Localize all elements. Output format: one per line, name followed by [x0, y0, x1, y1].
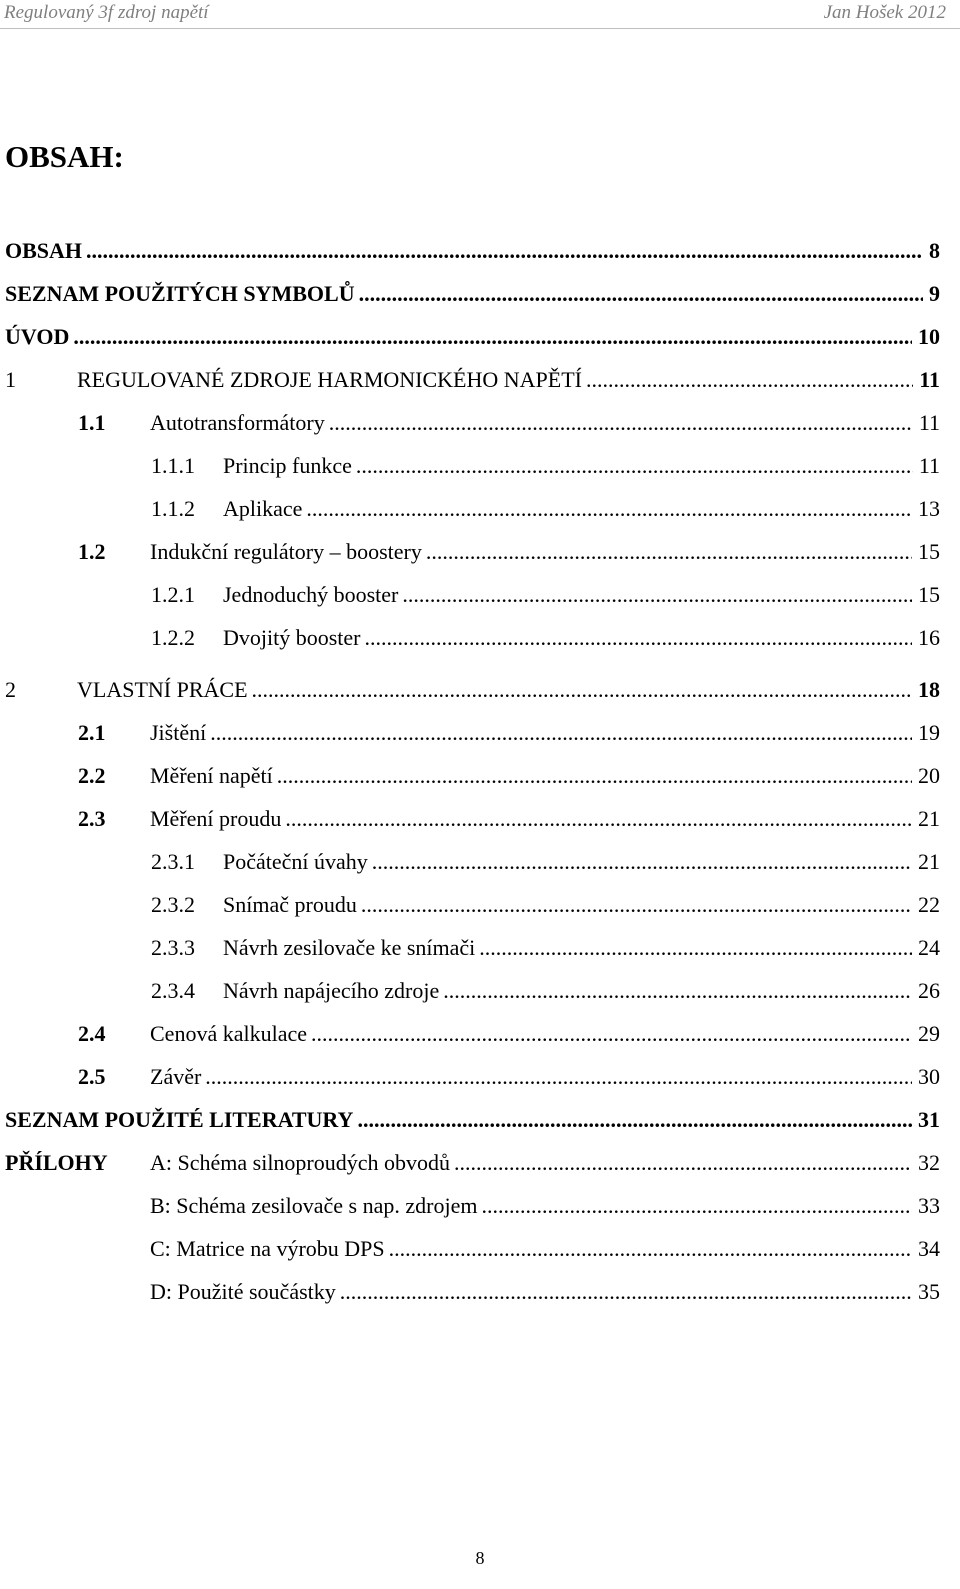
toc-entry-2-2[interactable] — [78, 760, 940, 792]
toc-entry-title: Snímač proudu — [223, 892, 357, 917]
toc-dot-leader — [481, 1190, 912, 1222]
toc-entry-1-1-1[interactable] — [151, 450, 940, 482]
toc-entry-page: 18 — [918, 677, 940, 702]
toc-entry-title: Měření napětí — [150, 763, 273, 788]
toc-entry-number: 2 — [5, 677, 16, 702]
toc-dot-leader — [306, 493, 912, 525]
toc-entry-page: 33 — [918, 1193, 940, 1218]
toc-entry-number: 1.2 — [78, 539, 106, 564]
toc-dot-leader — [361, 889, 912, 921]
toc-dot-leader — [359, 278, 923, 310]
toc-entry-seznam-symbolu[interactable] — [5, 278, 940, 310]
toc-entry-page: 19 — [918, 720, 940, 745]
toc-entry-page: 22 — [918, 892, 940, 917]
toc-entry-page: 31 — [918, 1107, 940, 1132]
toc-entry-page: 21 — [918, 806, 940, 831]
toc-entry-2-3-1[interactable] — [151, 846, 940, 878]
toc-entry-2-3-2[interactable] — [151, 889, 940, 921]
toc-entry-number: 2.5 — [78, 1064, 106, 1089]
header-author-year: Jan Hošek 2012 — [823, 2, 946, 23]
toc-entry-title: C: Matrice na výrobu DPS — [150, 1236, 385, 1261]
toc-entry-priloha-b[interactable] — [150, 1190, 940, 1222]
toc-entry-priloha-a[interactable] — [5, 1147, 940, 1179]
toc-entry-title: Jištění — [150, 720, 207, 745]
header-divider — [0, 28, 960, 29]
toc-entry-number: 1.2.2 — [151, 625, 195, 650]
toc-dot-leader — [340, 1276, 912, 1308]
toc-dot-leader — [389, 1233, 912, 1265]
toc-entry-number: 2.2 — [78, 763, 106, 788]
toc-entry-number: 2.3.4 — [151, 978, 195, 1003]
toc-entry-title: D: Použité součástky — [150, 1279, 336, 1304]
toc-entry-title: Závěr — [150, 1064, 202, 1089]
toc-entry-priloha-d[interactable] — [150, 1276, 940, 1308]
toc-dot-leader — [210, 717, 912, 749]
toc-dot-leader — [285, 803, 912, 835]
toc-entry-page: 15 — [918, 582, 940, 607]
toc-dot-leader — [356, 450, 913, 482]
toc-entry-title: VLASTNÍ PRÁCE — [77, 677, 248, 702]
toc-entry-page: 35 — [918, 1279, 940, 1304]
toc-entry-number: 1.1 — [78, 410, 106, 435]
toc-heading: OBSAH: — [5, 139, 124, 174]
toc-dot-leader — [426, 536, 912, 568]
toc-dot-leader — [479, 932, 912, 964]
toc-dot-leader — [372, 846, 912, 878]
toc-entry-title: Indukční regulátory – boostery — [150, 539, 422, 564]
toc-dot-leader — [357, 1104, 912, 1136]
toc-entry-2-3[interactable] — [78, 803, 940, 835]
toc-entry-title: Návrh zesilovače ke snímači — [223, 935, 476, 960]
toc-entry-title: REGULOVANÉ ZDROJE HARMONICKÉHO NAPĚTÍ — [77, 367, 582, 392]
toc-entry-number: 2.3 — [78, 806, 106, 831]
toc-entry-1-1[interactable] — [78, 407, 940, 439]
toc-entry-page: 16 — [918, 625, 940, 650]
toc-dot-leader — [73, 321, 912, 353]
toc-dot-leader — [329, 407, 913, 439]
toc-entry-title: A: Schéma silnoproudých obvodů — [150, 1150, 451, 1175]
toc-dot-leader — [205, 1061, 912, 1093]
toc-dot-leader — [454, 1147, 912, 1179]
toc-entry-priloha-c[interactable] — [150, 1233, 940, 1265]
toc-entry-title: SEZNAM POUŽITÉ LITERATURY — [5, 1107, 354, 1132]
toc-dot-leader — [277, 760, 912, 792]
toc-dot-leader — [365, 622, 913, 654]
toc-entry-page: 9 — [929, 281, 940, 306]
toc-entry-number: 2.3.2 — [151, 892, 195, 917]
toc-entry-title: Jednoduchý booster — [223, 582, 399, 607]
toc-entry-number: PŘÍLOHY — [5, 1150, 108, 1175]
page-number: 8 — [475, 1548, 485, 1568]
toc-dot-leader — [402, 579, 912, 611]
toc-entry-page: 34 — [918, 1236, 940, 1261]
toc-entry-1-2-1[interactable] — [151, 579, 940, 611]
toc-entry-title: ÚVOD — [5, 324, 70, 349]
toc-dot-leader — [86, 235, 923, 267]
toc-entry-2-1[interactable] — [78, 717, 940, 749]
toc-entry-page: 24 — [918, 935, 940, 960]
toc-entry-title: B: Schéma zesilovače s nap. zdrojem — [150, 1193, 478, 1218]
toc-entry-1-2[interactable] — [78, 536, 940, 568]
toc-entry-literatura[interactable] — [5, 1104, 940, 1136]
toc-entry-number: 2.3.1 — [151, 849, 195, 874]
toc-entry-page: 30 — [918, 1064, 940, 1089]
toc-dot-leader — [311, 1018, 912, 1050]
toc-entry-obsah[interactable] — [5, 235, 940, 267]
toc-entry-page: 21 — [918, 849, 940, 874]
toc-entry-title: Princip funkce — [223, 453, 352, 478]
page-header — [0, 0, 960, 30]
toc-dot-leader — [252, 674, 912, 706]
toc-entry-number: 2.3.3 — [151, 935, 195, 960]
toc-entry-number: 1.2.1 — [151, 582, 195, 607]
toc-entry-2-4[interactable] — [78, 1018, 940, 1050]
toc-entry-title: Návrh napájecího zdroje — [223, 978, 440, 1003]
toc-entry-page: 15 — [918, 539, 940, 564]
toc-entry-page: 11 — [919, 367, 940, 392]
toc-entry-page: 8 — [929, 238, 940, 263]
toc-entry-1-1-2[interactable] — [151, 493, 940, 525]
toc-entry-title: SEZNAM POUŽITÝCH SYMBOLŮ — [5, 281, 355, 306]
toc-entry-2-3-4[interactable] — [151, 975, 940, 1007]
toc-entry-2-3-3[interactable] — [151, 932, 940, 964]
toc-entry-uvod[interactable] — [5, 321, 940, 353]
toc-entry-title: Počáteční úvahy — [223, 849, 368, 874]
toc-entry-number: 1.1.1 — [151, 453, 195, 478]
toc-entry-page: 10 — [918, 324, 940, 349]
toc-entry-chapter-2[interactable] — [5, 674, 940, 706]
toc-entry-number: 1.1.2 — [151, 496, 195, 521]
toc-entry-page: 29 — [918, 1021, 940, 1046]
toc-entry-2-5[interactable] — [78, 1061, 940, 1093]
toc-entry-title: Autotransformátory — [150, 410, 325, 435]
toc-entry-title: Dvojitý booster — [223, 625, 361, 650]
toc-entry-page: 26 — [918, 978, 940, 1003]
toc-entry-page: 20 — [918, 763, 940, 788]
toc-entry-title: Aplikace — [223, 496, 303, 521]
toc-entry-page: 11 — [918, 453, 940, 478]
toc-entry-title: OBSAH — [5, 238, 83, 263]
header-document-title: Regulovaný 3f zdroj napětí — [4, 2, 209, 23]
toc-dot-leader — [443, 975, 912, 1007]
toc-entry-page: 32 — [918, 1150, 940, 1175]
toc-entry-number: 1 — [5, 367, 16, 392]
toc-entry-number: 2.4 — [78, 1021, 106, 1046]
toc-dot-leader — [586, 364, 913, 396]
toc-entry-title: Měření proudu — [150, 806, 282, 831]
toc-entry-1-2-2[interactable] — [151, 622, 940, 654]
toc-entry-page: 11 — [918, 410, 940, 435]
toc-entry-number: 2.1 — [78, 720, 106, 745]
toc-entry-chapter-1[interactable] — [5, 364, 940, 396]
toc-entry-title: Cenová kalkulace — [150, 1021, 307, 1046]
toc-entry-page: 13 — [918, 496, 940, 521]
